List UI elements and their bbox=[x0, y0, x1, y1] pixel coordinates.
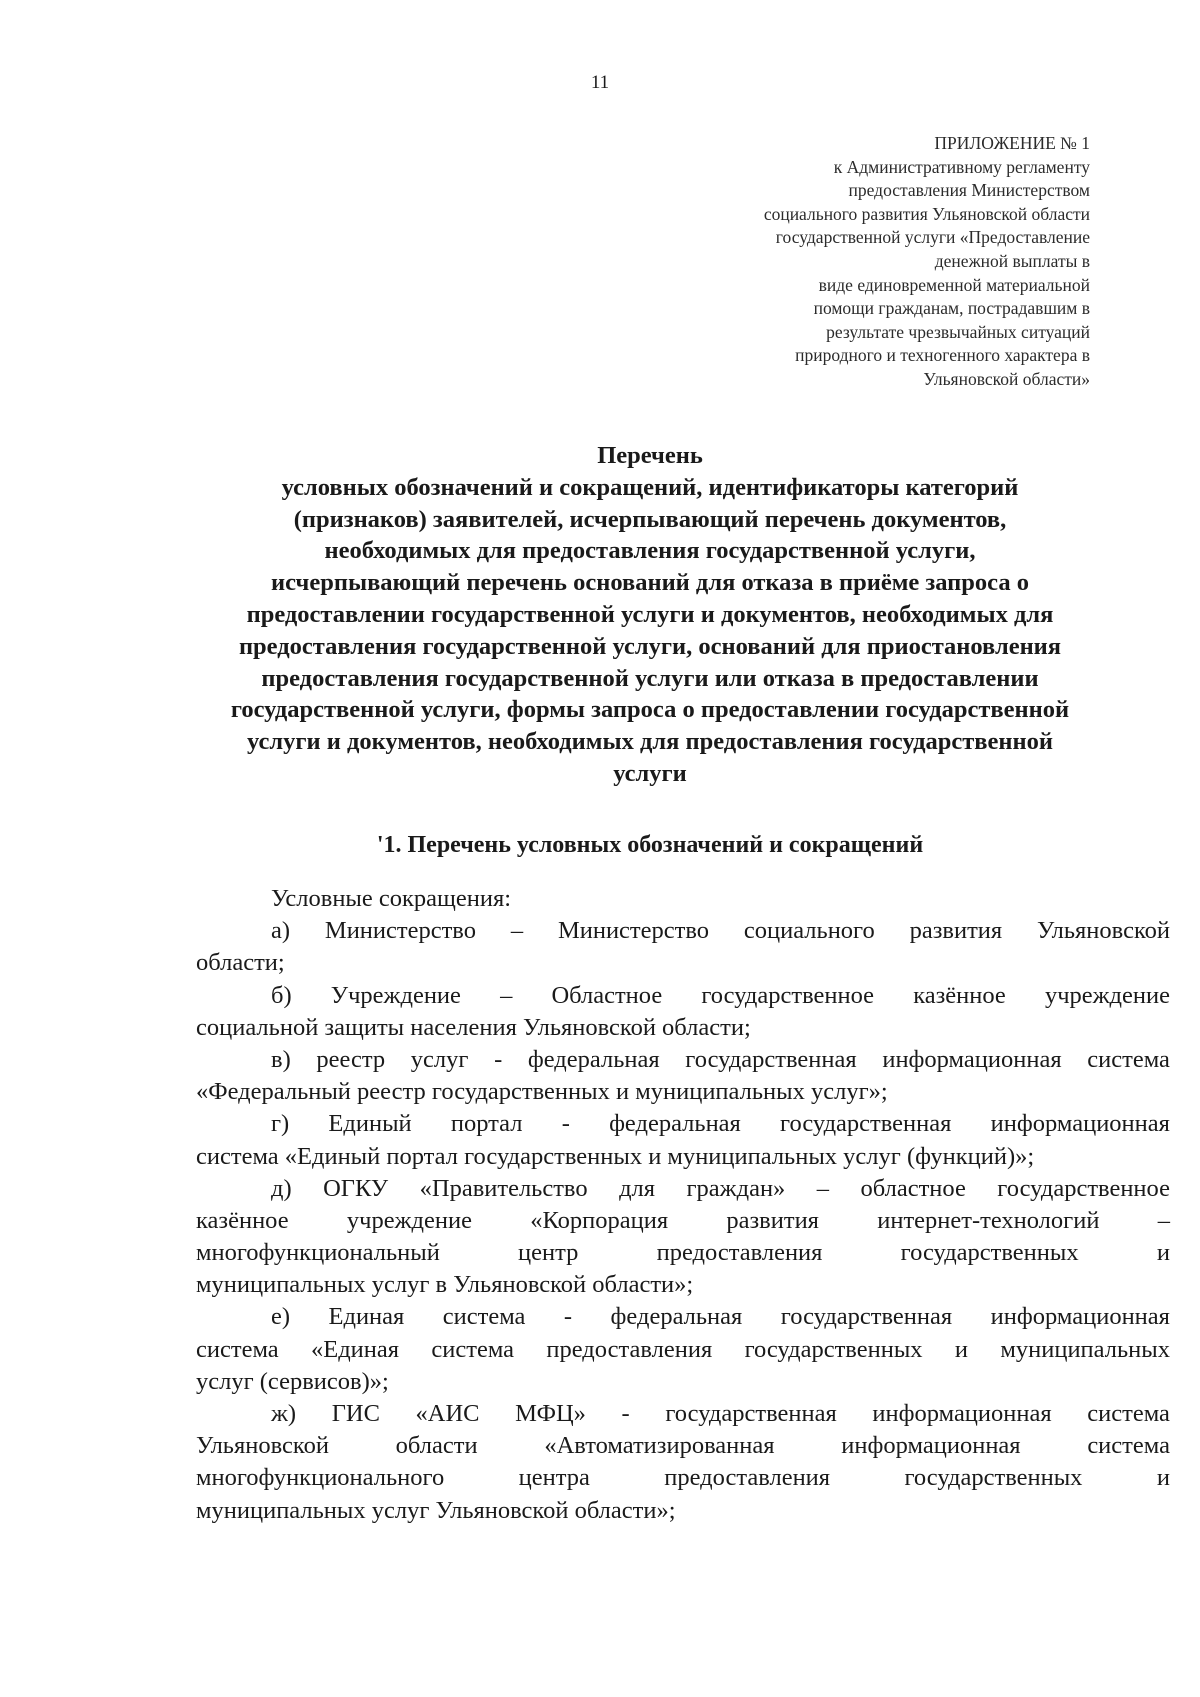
item-v-line bbox=[196, 1044, 1170, 1076]
item-b-line: социальной защиты населения Ульяновской области; bbox=[196, 1013, 751, 1041]
word: – bbox=[1157, 1206, 1170, 1234]
title-line: предоставления государственной услуги, оснований для приостановления bbox=[238, 632, 1062, 660]
word: муниципальных bbox=[1000, 1335, 1170, 1363]
word: «Правительство bbox=[419, 1174, 588, 1202]
item-a-line: области; bbox=[196, 949, 285, 977]
word: система bbox=[442, 1303, 526, 1331]
word: государственная bbox=[780, 1110, 952, 1138]
word: б) bbox=[271, 981, 292, 1009]
item-d-line bbox=[196, 1237, 1170, 1269]
item-zh-line bbox=[196, 1462, 1170, 1494]
word: Ульяновской bbox=[196, 1432, 329, 1460]
item-v-line: «Федеральный реестр государственных и муниципальных услуг»; bbox=[196, 1078, 888, 1106]
annex-line: государственной услуги «Предоставление bbox=[775, 227, 1090, 248]
word: социального bbox=[743, 917, 875, 945]
annex-line: социального развития Ульяновской области bbox=[763, 203, 1090, 224]
word: д) bbox=[271, 1174, 292, 1202]
word: казённое bbox=[913, 981, 1006, 1009]
word: портал bbox=[450, 1110, 523, 1138]
word: граждан» bbox=[686, 1174, 786, 1202]
word: – bbox=[500, 981, 513, 1009]
intro-line: Условные сокращения: bbox=[271, 885, 512, 912]
word: - bbox=[563, 1303, 573, 1331]
word: государственная bbox=[665, 1400, 837, 1427]
word: Областное bbox=[551, 981, 663, 1009]
word: федеральная bbox=[609, 1110, 741, 1138]
word: информационная bbox=[990, 1110, 1170, 1138]
item-d-line: муниципальных услуг в Ульяновской области»; bbox=[196, 1271, 694, 1299]
word: ж) bbox=[271, 1400, 297, 1427]
item-zh-line bbox=[196, 1430, 1170, 1462]
word: г) bbox=[271, 1110, 290, 1138]
word: государственная bbox=[685, 1045, 857, 1073]
word: и bbox=[1156, 1464, 1170, 1492]
item-g-line: система «Единый портал государственных и муниципальных услуг (функций)»; bbox=[196, 1142, 1035, 1170]
word: государственная bbox=[780, 1303, 953, 1331]
word: – bbox=[510, 917, 524, 945]
word: - bbox=[494, 1045, 503, 1073]
word: информационная bbox=[990, 1303, 1170, 1331]
word: система bbox=[1087, 1045, 1170, 1073]
word: е) bbox=[271, 1303, 291, 1331]
word: учреждение bbox=[346, 1206, 472, 1234]
word: государственных bbox=[900, 1239, 1079, 1267]
title-line: условных обозначений и сокращений, идентификаторы категорий bbox=[281, 473, 1019, 501]
word: ГИС bbox=[331, 1400, 380, 1427]
word: казённое bbox=[196, 1206, 289, 1234]
annex-line: природного и техногенного характера в bbox=[795, 345, 1090, 366]
word: «Корпорация bbox=[530, 1206, 669, 1234]
abbreviations-list bbox=[196, 883, 1170, 1527]
item-zh-line bbox=[196, 1398, 1170, 1430]
word: Министерство bbox=[324, 917, 476, 945]
title-line: предоставлении государственной услуги и документов, необходимых для bbox=[246, 600, 1054, 628]
word: в) bbox=[271, 1045, 291, 1073]
annex-line: ПРИЛОЖЕНИЕ № 1 bbox=[934, 133, 1090, 153]
word: федеральная bbox=[610, 1303, 743, 1331]
word: - bbox=[561, 1110, 570, 1138]
word: система bbox=[1087, 1432, 1170, 1460]
word: областное bbox=[860, 1174, 966, 1202]
word: система bbox=[1087, 1400, 1170, 1427]
annex-line: к Административному регламенту bbox=[833, 156, 1090, 177]
word: центра bbox=[518, 1464, 590, 1492]
title-line: предоставления государственной услуги или отказа в предоставлении bbox=[261, 664, 1039, 692]
title-line: Перечень bbox=[597, 442, 703, 469]
annex-line: результате чрезвычайных ситуаций bbox=[826, 321, 1090, 342]
word: Единая bbox=[328, 1303, 405, 1331]
word: государственное bbox=[701, 981, 875, 1009]
item-d-line bbox=[196, 1205, 1170, 1237]
item-a-line bbox=[196, 915, 1170, 947]
word: «Автоматизированная bbox=[544, 1432, 775, 1460]
word: услуг bbox=[410, 1045, 469, 1073]
item-e-line bbox=[196, 1301, 1170, 1333]
word: федеральная bbox=[527, 1045, 660, 1073]
word: развития bbox=[726, 1206, 819, 1234]
word: ОГКУ bbox=[323, 1174, 389, 1202]
word: «Единая bbox=[311, 1335, 400, 1363]
title-line: услуги и документов, необходимых для предоставления государственной bbox=[247, 728, 1053, 756]
annex-line: Ульяновской области» bbox=[923, 368, 1090, 389]
title-line: (признаков) заявителей, исчерпывающий перечень документов, bbox=[293, 505, 1007, 533]
word: государственных bbox=[744, 1335, 923, 1363]
annex-header bbox=[530, 132, 1090, 392]
word: информационная bbox=[872, 1400, 1052, 1427]
word: «АИС bbox=[415, 1400, 480, 1427]
word: предоставления bbox=[664, 1464, 831, 1492]
word: государственное bbox=[997, 1174, 1170, 1202]
word: Единый bbox=[328, 1110, 412, 1138]
title-line: исчерпывающий перечень оснований для отказа в приёме запроса о bbox=[271, 569, 1029, 597]
word: - bbox=[621, 1400, 630, 1427]
word: для bbox=[619, 1174, 656, 1202]
title-line: государственной услуги, формы запроса о предоставлении государственной bbox=[230, 696, 1070, 724]
word: и bbox=[1156, 1239, 1170, 1267]
item-d-line bbox=[196, 1173, 1170, 1205]
title-line: необходимых для предоставления государственной услуги, bbox=[324, 537, 976, 565]
word: Ульяновской bbox=[1037, 917, 1170, 945]
word: многофункциональный bbox=[196, 1239, 440, 1267]
word: учреждение bbox=[1044, 981, 1170, 1009]
word: информационная bbox=[882, 1045, 1062, 1073]
title-line: услуги bbox=[613, 759, 687, 787]
word: и bbox=[954, 1335, 969, 1363]
word: система bbox=[431, 1335, 515, 1363]
annex-line: денежной выплаты в bbox=[934, 250, 1090, 271]
page-number: 11 bbox=[590, 72, 610, 93]
word: предоставления bbox=[546, 1335, 713, 1363]
word: многофункционального bbox=[196, 1464, 445, 1492]
annex-line: виде единовременной материальной bbox=[818, 274, 1090, 295]
word: интернет-технологий bbox=[877, 1206, 1100, 1234]
item-g-line bbox=[196, 1108, 1170, 1140]
word: МФЦ» bbox=[515, 1400, 586, 1427]
word: развития bbox=[909, 917, 1003, 945]
item-b-line bbox=[196, 980, 1170, 1012]
word: Учреждение bbox=[330, 981, 461, 1009]
annex-line: помощи гражданам, пострадавшим в bbox=[813, 298, 1090, 319]
word: Министерство bbox=[557, 917, 709, 945]
annex-line: предоставления Министерством bbox=[848, 180, 1090, 201]
item-zh-line: муниципальных услуг Ульяновской области»; bbox=[196, 1496, 676, 1524]
word: реестр bbox=[316, 1045, 386, 1073]
word: а) bbox=[271, 917, 291, 945]
word: система bbox=[196, 1335, 279, 1363]
item-e-line bbox=[196, 1334, 1170, 1366]
word: центр bbox=[518, 1239, 579, 1267]
word: государственных bbox=[904, 1464, 1083, 1492]
section-heading: '1. Перечень условных обозначений и сокращений bbox=[376, 832, 924, 858]
word: информационная bbox=[841, 1432, 1021, 1460]
document-title bbox=[150, 440, 1150, 790]
item-e-line: услуг (сервисов)»; bbox=[196, 1367, 389, 1395]
word: – bbox=[816, 1174, 830, 1202]
word: области bbox=[395, 1432, 478, 1460]
word: предоставления bbox=[656, 1239, 823, 1267]
